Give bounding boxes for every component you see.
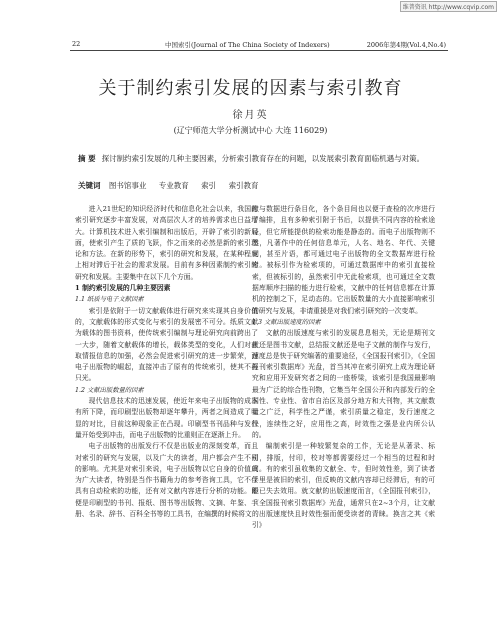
abstract	[78, 152, 438, 165]
issue-info: 2006年第4期(Vol.4,No.4)	[366, 41, 446, 49]
keyword: 索引	[201, 181, 217, 190]
subsection-heading: 1.1 纸质与电子文献因素	[75, 296, 144, 304]
paragraph: 献与数据进行条目化，各个条目间也以便于查检的次序进行了编排，且有多种索引附于书后，以提供不同内容的检索途径，但它所能提供的检索功能是静态的。而电子出版物则不然，凡著作中的任何信息单元，人名、地名、年代、关键词，甚至片语，都可通过电子出版物的全文数据库进行检索。被标引作为检索项的，可通过数据库中的索引直接检索，但被标引的，虽然索引中无此检索项，也可通过全文数据库顺序扫描的能力进行检索，文献中的任何信息都在计算机的控制之下，足动态的。它出版数量的大小直接影响索引的研究与发展，非请重援是对我们索引研究的一次变革。	[252, 205, 435, 315]
author: 徐月英	[232, 110, 269, 121]
article-title: 关于制约索引发展的因素与索引教育	[98, 78, 403, 99]
left-column	[75, 204, 258, 520]
watermark: 维普资讯 http://www.cqvip.com	[400, 1, 497, 12]
paragraph: 电子出版物的出版发行不仅是出版业的深刻变革，而且对索引的研究与发展，以及广大的读者，用户都会产生不同的影响。尤其是对索引来说，电子出版物以它自身的价值成为广大读者，特别是当作书籍角力的参考咨询工具，它不仅具有自动检索的功能，还有对文献内容进行分析的功能。即便是印刷型的书刊、报纸、图书等出版物、文摘、年鉴、手册、名录、辞书、百科全书等的工具书，在编撰的时候将文	[75, 442, 258, 519]
running-header	[70, 38, 448, 51]
keyword: 索引教育	[228, 181, 259, 190]
paragraph: 编制索引是一种较繁复杂的工作，无论是从著录、标引，排版，付印，校对等都需要经过一个相当的过程和时间。有的索引虽收集的文献全、专，但时效性差，到了读者手里是被旧的索引，但反映的文献内容却已经滞后，有的可能已失去效用。就文献的出版速度而言，《全国报刊索引》，《全国报刊索引数据库》光盘，通常只在2~3个月，让文献的出版速度快且时效性强而便受读者的青睐。换言之其《索引》	[252, 442, 435, 530]
right-column	[252, 204, 435, 532]
keyword: 专业教育	[158, 181, 189, 190]
page-number: 22	[72, 40, 81, 48]
subsection-heading: 1.2 文献出版数量的因素	[75, 386, 144, 394]
journal-name: 中国索引(Journal of The China Society of Indexers)	[165, 41, 330, 49]
abstract-text: 探讨制约索引发展的几种主要因素，分析索引教育存在的问题，以发展索引教育面临机遇与对策。	[101, 154, 425, 163]
paragraph: 文献的出版速度与索引的发展息息相关，无论是期刊文献还是图书文献，总结报文献还是电子文献的制作与发行，速度总是快于研究编著的重要途径，《全国报刊索引》，《全国报刊索引数据库》光盘，首当其冲在索引研究上成为理论研究和应用开发研究者之间的一座桥梁，该索引是我国最影响最为广泛的综合性刊物，它集当年全国公开和内部发行的全国性、专业性、省市自治区及部分地方和大刊物，其文献数量之广泛，科学性之严谨，索引质量之稳定，发行速度之快，连续性之好，应用性之高，时效性之强是业内所公认的。	[252, 329, 435, 439]
keywords	[78, 180, 438, 192]
keywords-label: 关键词	[78, 181, 101, 190]
paragraph: 进入21世纪的知识经济时代和信息化社会以来，我国的索引研究逐步丰富发展，对高层次人才的培养需求也日益增大。计算机技术进入索引编制和出版后，开辟了索引的新局面，使索引产生了质的飞跃，作之而来的必然是新的索引理论和方法。在新的形势下，索引的研究和发展，在某种程度上相对滞后于社会的需求发展。目前有多种因素制约索引的研究和发展。主要集中在以下几个方面。	[75, 205, 258, 281]
abstract-label: 摘 要	[78, 154, 96, 163]
affiliation: (辽宁师范大学分析测试中心 大连 116029)	[173, 126, 328, 135]
paragraph: 索引是依附于一切文献载体进行研究来实现其自身价值的，文献载体的形式变化与索引的发展密不可分。纸质文献为载体的图书资料，使传统索引编制与理论研究向前跨出了一大步，随着文献载体的增长，载体类型的变化，人们对获取情报信息的加强，必然会促进索引研究的进一步繁荣，而电子出版物的崛起，直接冲击了原有的传统索引，使其不再只光。	[75, 306, 258, 383]
subsection-heading: 1.3 文献出版速度的因素	[252, 318, 321, 326]
section-heading: 1 制约索引发展的几种主要因素	[75, 284, 171, 293]
paragraph: 现代信息技术的迅速发展，使近年来电子出版物的成本有所下降，而印刷型出版物却逐年攀升，两者之间造成了明显的对比，目前这种现象正在凸现。印刷型书刊品种与发行量开始受到冲击，而电子出版物的比重则正在逐渐上升。	[75, 397, 258, 439]
keyword: 图书馆事业	[108, 181, 147, 190]
